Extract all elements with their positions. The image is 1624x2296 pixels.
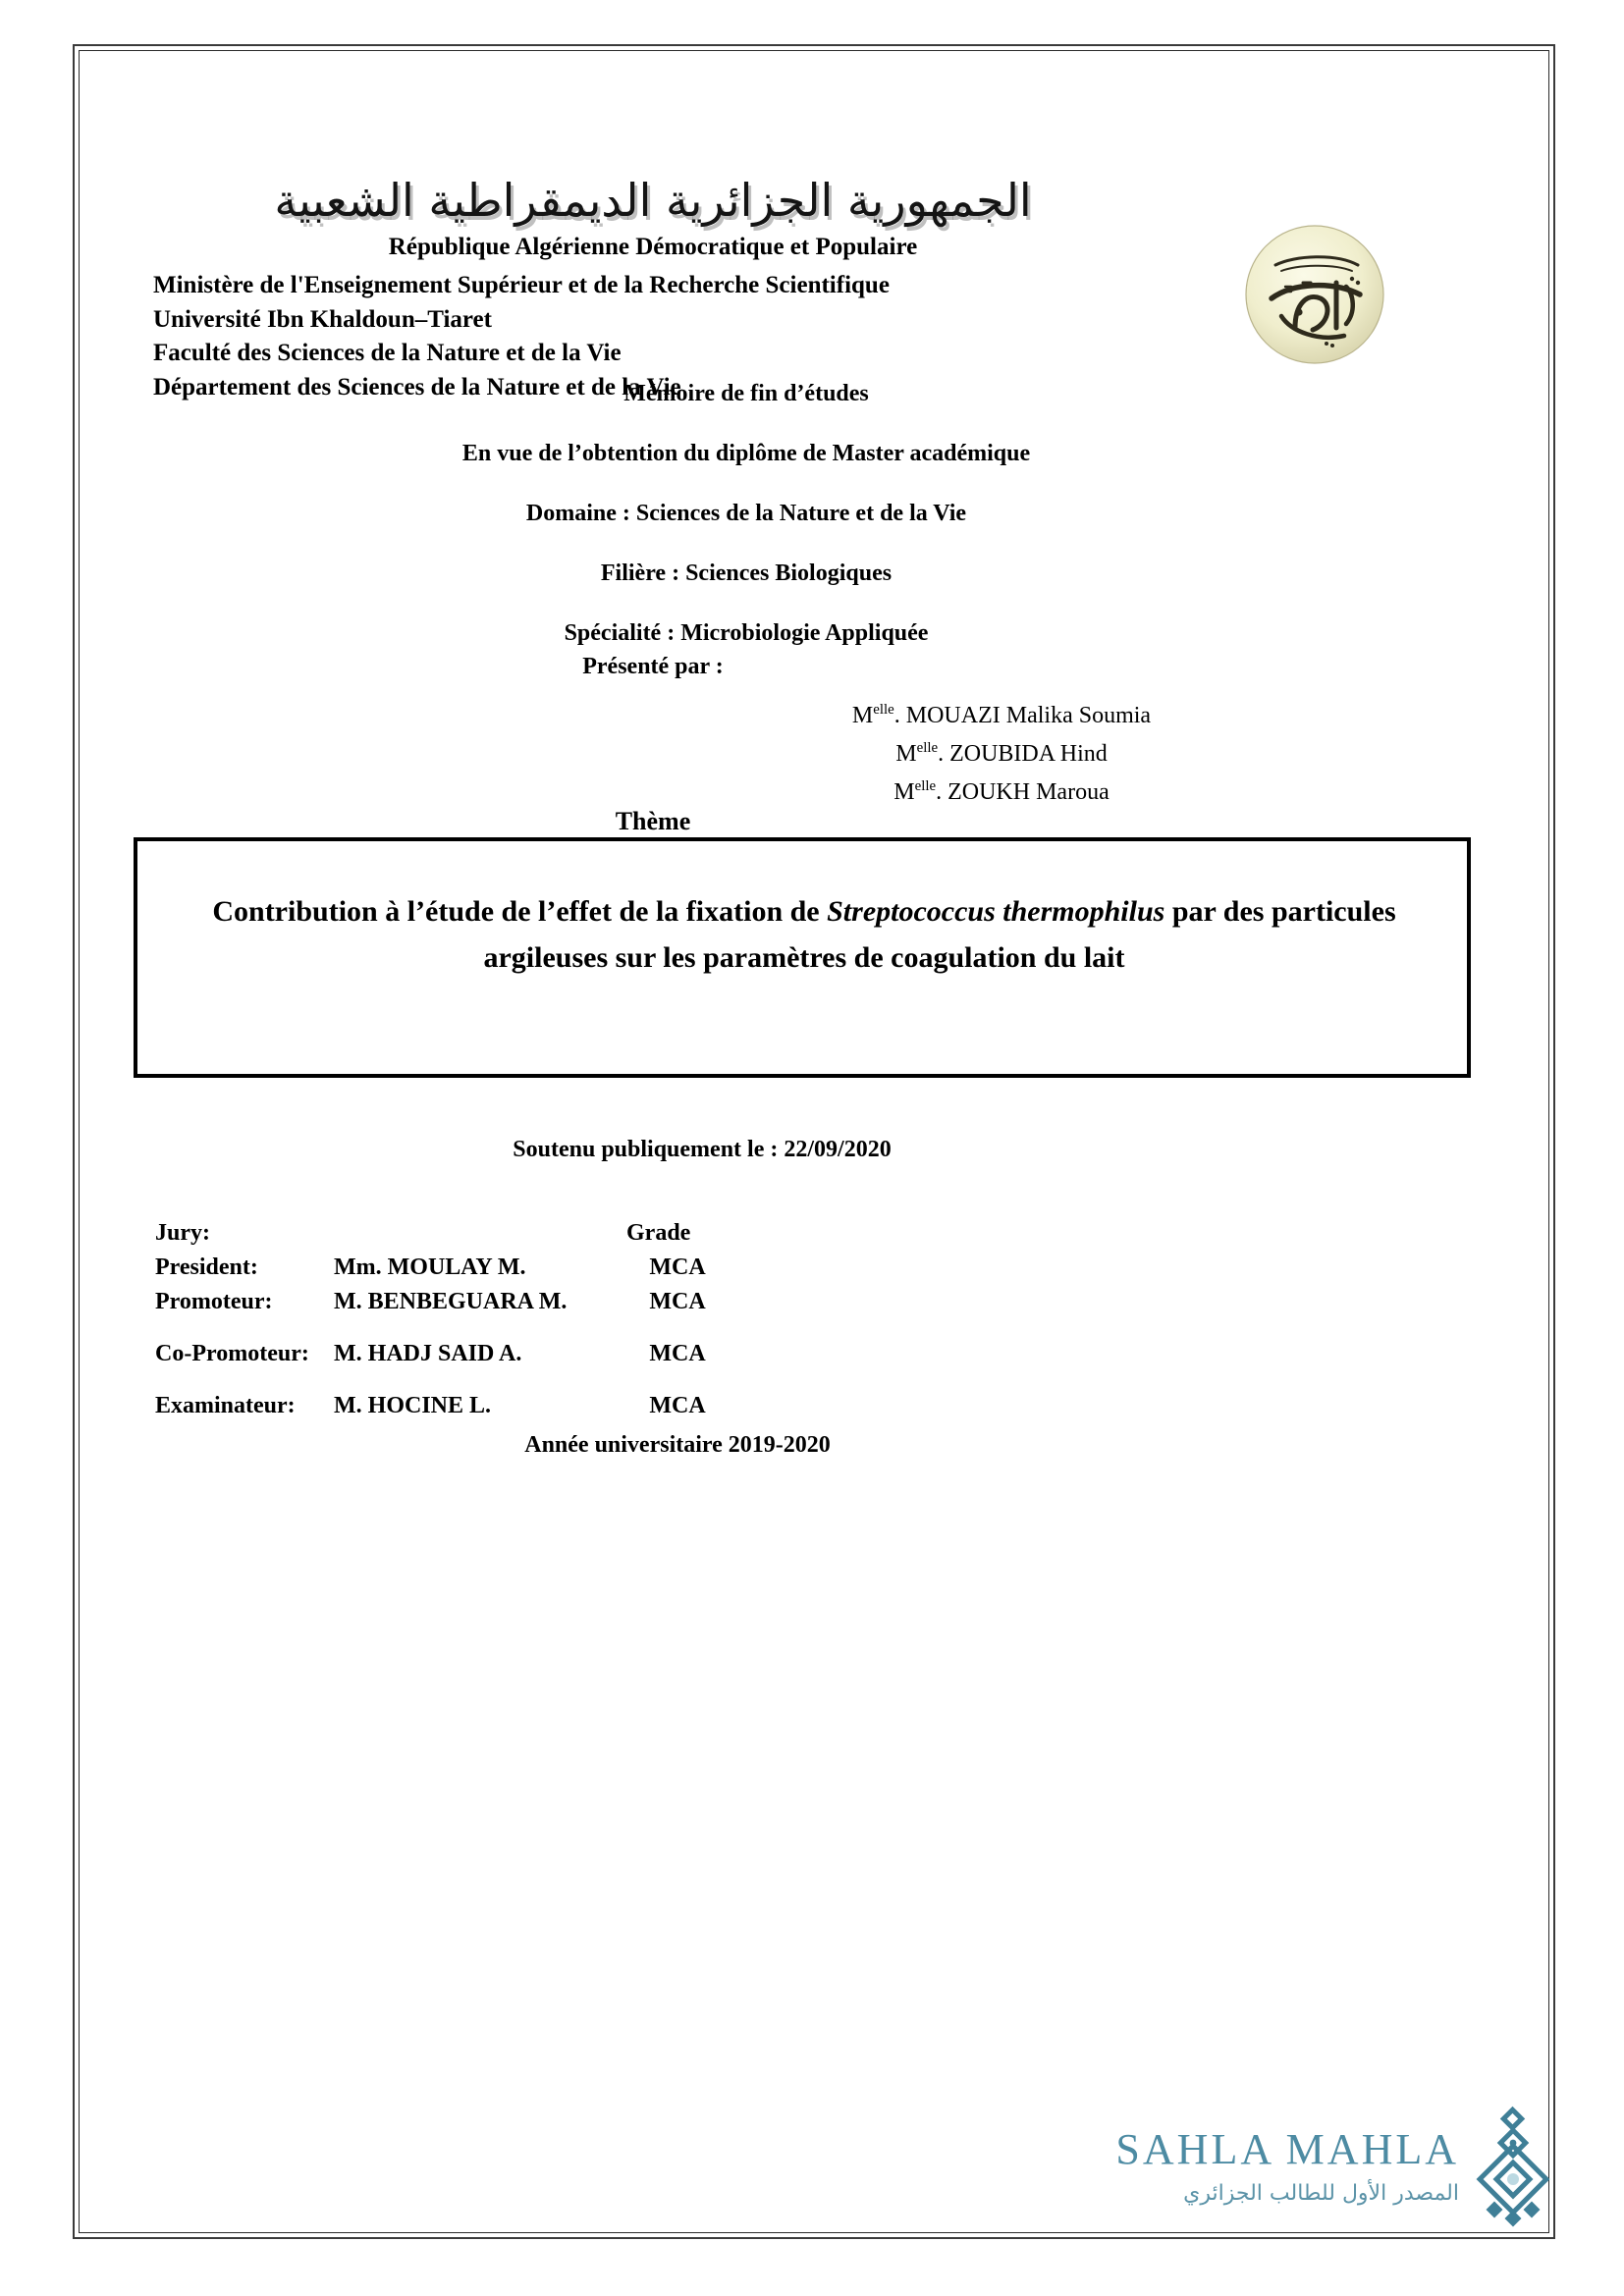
honorific-2: M bbox=[895, 740, 917, 767]
diploma-line-domaine: Domaine : Sciences de la Nature et de la Vie bbox=[525, 501, 967, 526]
jury-grade-co-promoteur: MCA bbox=[649, 1341, 706, 1366]
jury-role-examinateur: Examinateur: bbox=[155, 1393, 296, 1418]
thesis-title-part-1: Contribution à l’étude de l’effet de la fixation de bbox=[212, 895, 828, 928]
jury-role-president: President: bbox=[155, 1255, 258, 1280]
diploma-line-master: En vue de l’obtention du diplôme de Master académique bbox=[461, 441, 1031, 466]
thesis-title-box bbox=[134, 837, 1471, 1078]
jury-grade-examinateur: MCA bbox=[649, 1393, 706, 1418]
jury-table bbox=[155, 1220, 941, 1445]
cover-page-content bbox=[98, 59, 1526, 2228]
jury-name-co-promoteur: M. HADJ SAID A. bbox=[334, 1341, 522, 1366]
jury-row-president bbox=[155, 1255, 941, 1281]
student-name-2: $M^{elle}$. ZOUBIDA Hind bbox=[895, 739, 1108, 767]
thesis-title-text bbox=[190, 888, 1418, 982]
jury-grade-president: MCA bbox=[649, 1255, 706, 1280]
university-seal-icon bbox=[1242, 222, 1387, 367]
arabic-republic-title: الجمهورية الجزائرية الديمقراطية الشعبية bbox=[274, 174, 1032, 227]
honorific-1: M bbox=[851, 703, 874, 728]
presented-by-label: Présenté par : bbox=[582, 654, 724, 679]
jury-grade-promoteur: MCA bbox=[649, 1289, 706, 1314]
thesis-title-part-2: par des particules argileuses sur les paramètres de coagulation du lait bbox=[483, 895, 1396, 975]
student-name-text-1: MOUAZI Malika Soumia bbox=[905, 703, 1152, 728]
diploma-line-filiere: Filière : Sciences Biologiques bbox=[600, 561, 893, 586]
honorific-3: M bbox=[893, 778, 915, 805]
theme-label: Thème bbox=[615, 807, 691, 835]
institution-line-faculty: Faculté des Sciences de la Nature et de la Vie bbox=[153, 340, 622, 366]
diploma-line-memoire: Mémoire de fin d’études bbox=[623, 381, 869, 406]
student-name-3: $M^{elle}$. ZOUKH Maroua bbox=[893, 777, 1110, 805]
institution-line-ministry: Ministère de l'Enseignement Supérieur et de la Recherche Scientifique bbox=[153, 272, 890, 298]
thesis-title-species: Streptococcus thermophilus bbox=[827, 895, 1165, 928]
diploma-info-block bbox=[98, 381, 1394, 647]
institution-line-department: Département des Sciences de la Nature et de la Vie bbox=[153, 373, 681, 400]
honorific-sup-2: elle bbox=[916, 739, 939, 756]
institution-line-university: Université Ibn Khaldoun–Tiaret bbox=[153, 305, 492, 333]
jury-row-co-promoteur bbox=[155, 1341, 941, 1367]
sahla-mahla-watermark bbox=[1049, 2097, 1559, 2244]
honorific-sup-1: elle bbox=[873, 702, 894, 718]
jury-name-president: Mm. MOULAY M. bbox=[334, 1255, 526, 1280]
jury-name-promoteur: M. BENBEGUARA M. bbox=[334, 1289, 568, 1314]
jury-header-label: Jury: bbox=[155, 1220, 210, 1246]
student-name-text-3: ZOUKH Maroua bbox=[947, 778, 1110, 805]
student-names-list bbox=[628, 697, 1375, 812]
defense-date-line: Soutenu publiquement le : 22/09/2020 bbox=[513, 1137, 892, 1162]
jury-header-row bbox=[155, 1220, 941, 1247]
jury-role-co-promoteur: Co-Promoteur: bbox=[155, 1341, 309, 1366]
sahla-mahla-diamond-icon bbox=[1469, 2105, 1559, 2230]
jury-role-promoteur: Promoteur: bbox=[155, 1289, 273, 1314]
jury-row-examinateur bbox=[155, 1393, 941, 1419]
french-republic-title: République Algérienne Démocratique et Populaire bbox=[388, 234, 918, 260]
honorific-sup-3: elle bbox=[914, 777, 937, 794]
jury-name-examinateur: M. HOCINE L. bbox=[334, 1393, 492, 1418]
watermark-tagline-arabic: المصدر الأول للطالب الجزائري bbox=[1183, 2181, 1459, 2206]
jury-row-promoteur bbox=[155, 1289, 941, 1315]
student-name-text-2: ZOUBIDA Hind bbox=[949, 740, 1108, 767]
watermark-brand-text: SAHLA MAHLA bbox=[1115, 2125, 1459, 2173]
diploma-line-specialite: Spécialité : Microbiologie Appliquée bbox=[564, 620, 929, 646]
jury-header-grade: Grade bbox=[626, 1220, 691, 1246]
academic-year-line: Année universitaire 2019-2020 bbox=[524, 1432, 831, 1458]
student-name-1: $M^{elle}$. MOUAZI Malika Soumia bbox=[851, 702, 1152, 728]
